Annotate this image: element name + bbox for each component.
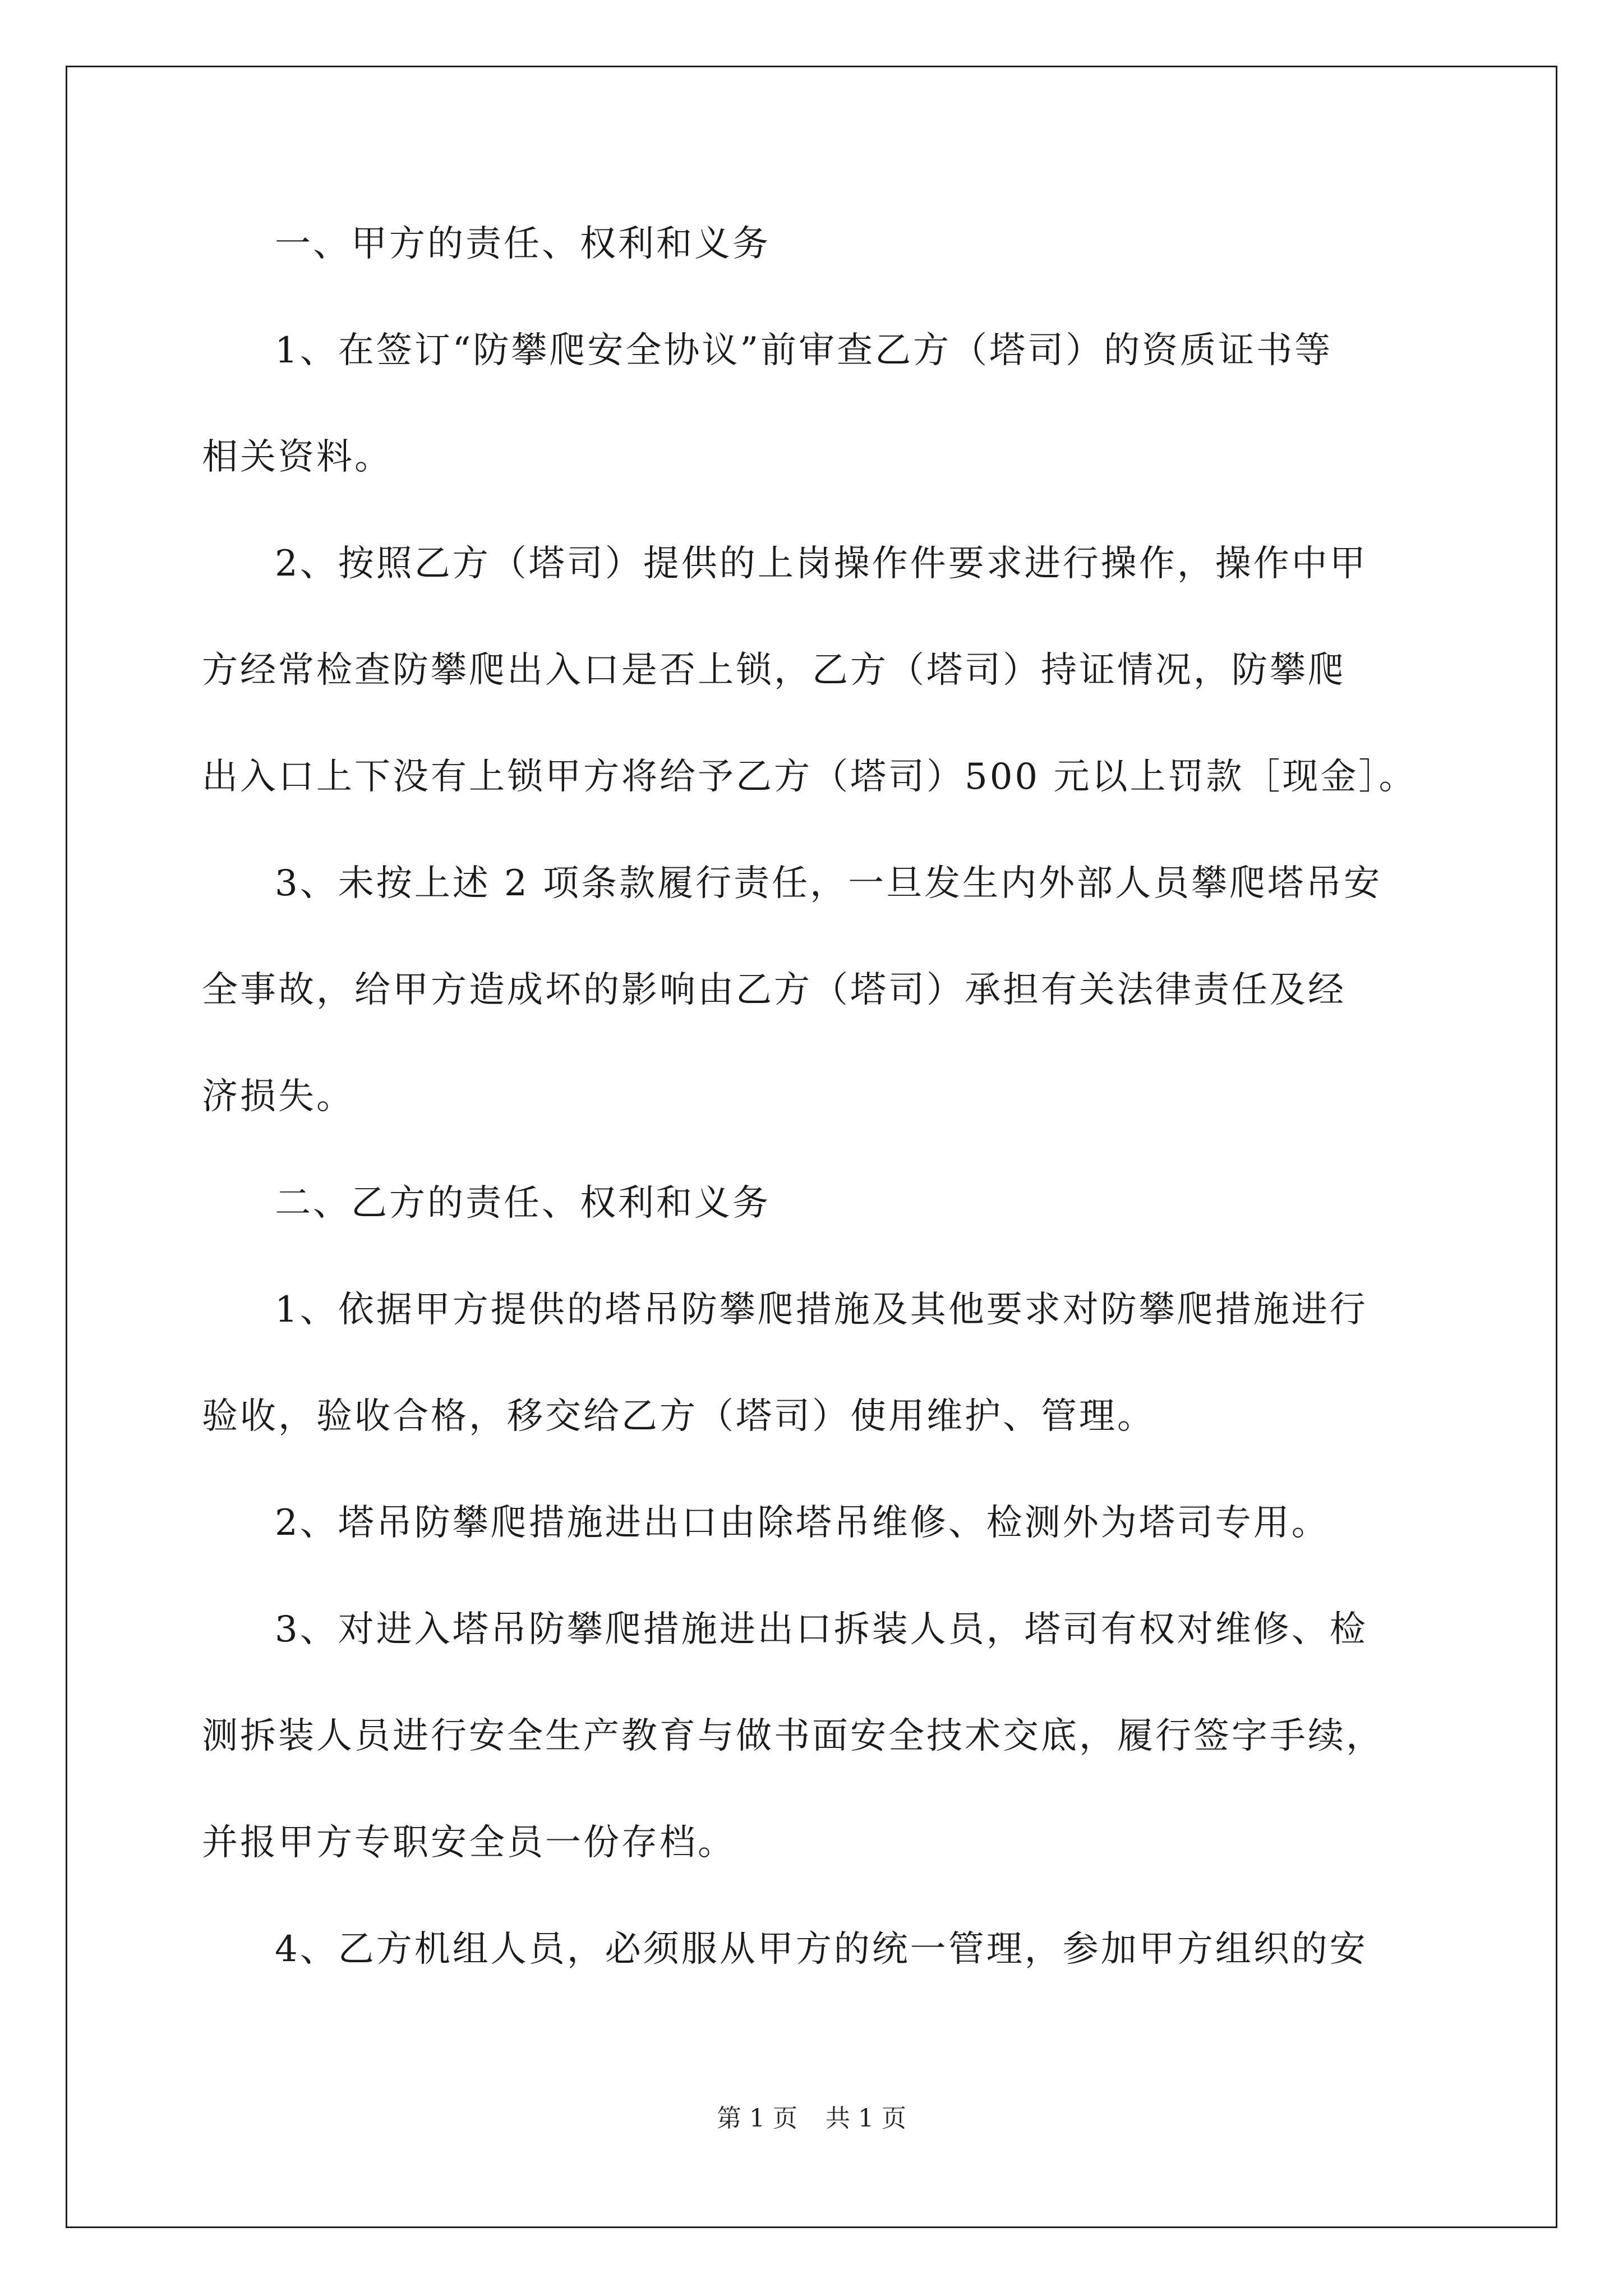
paragraph-line: 1、依据甲方提供的塔吊防攀爬措施及其他要求对防攀爬措施进行 <box>275 1289 1368 1331</box>
paragraph-line: 4、乙方机组人员，必须服从甲方的统一管理，参加甲方组织的安 <box>275 1929 1368 1970</box>
paragraph-line: 2、塔吊防攀爬措施进出口由除塔吊维修、检测外为塔司专用。 <box>275 1502 1330 1544</box>
section-heading-party-b: 二、乙方的责任、权利和义务 <box>275 1182 771 1224</box>
page-footer <box>0 2098 1623 2134</box>
paragraph-line: 2、按照乙方（塔司）提供的上岗操作件要求进行操作，操作中甲 <box>275 543 1368 585</box>
paragraph-line: 1、在签订“防攀爬安全协议”前审查乙方（塔司）的资质证书等 <box>275 330 1333 371</box>
paragraph-line: 验收，验收合格，移交给乙方（塔司）使用维护、管理。 <box>202 1396 1155 1437</box>
paragraph-line: 并报甲方专职安全员一份存档。 <box>202 1822 736 1864</box>
paragraph-line: 方经常检查防攀爬出入口是否上锁，乙方（塔司）持证情况，防攀爬 <box>202 650 1346 691</box>
paragraph-line: 3、对进入塔吊防攀爬措施进出口拆装人员，塔司有权对维修、检 <box>275 1609 1368 1650</box>
paragraph-line: 测拆装人员进行安全生产教育与做书面安全技术交底，履行签字手续， <box>202 1715 1384 1757</box>
paragraph-line: 全事故，给甲方造成坏的影响由乙方（塔司）承担有关法律责任及经 <box>202 969 1346 1011</box>
paragraph-line: 3、未按上述 2 项条款履行责任，一旦发生内外部人员攀爬塔吊安 <box>275 863 1382 904</box>
paragraph-line: 相关资料。 <box>202 436 393 478</box>
paragraph-line: 出入口上下没有上锁甲方将给予乙方（塔司）500 元以上罚款［现金］。 <box>202 756 1417 798</box>
page-number: 第 1 页 <box>717 2104 797 2133</box>
paragraph-line: 济损失。 <box>202 1076 354 1117</box>
section-heading-party-a: 一、甲方的责任、权利和义务 <box>275 223 771 265</box>
page-total: 共 1 页 <box>826 2104 906 2133</box>
document-body <box>202 191 1436 2003</box>
